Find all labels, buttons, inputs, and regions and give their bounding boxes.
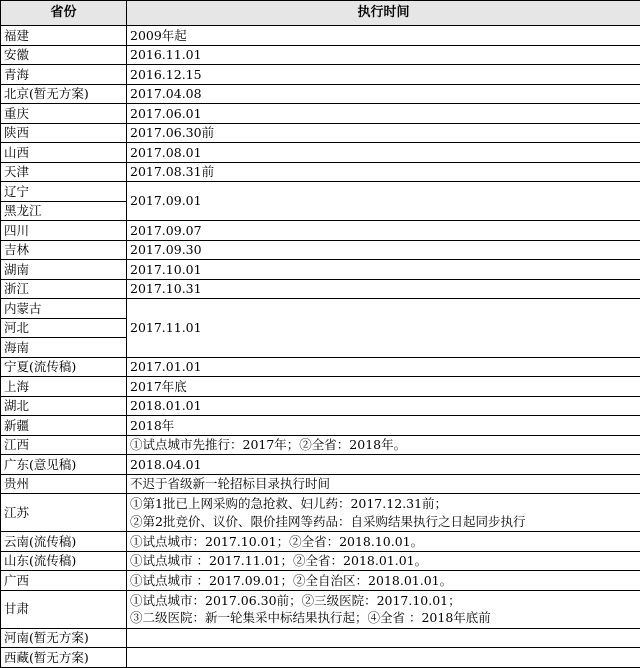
time-cell: ①试点城市先推行：2017年；②全省：2018年。: [127, 435, 640, 455]
province-cell: 河北: [1, 318, 127, 338]
time-cell: 2017.09.30: [127, 240, 640, 260]
province-cell: 湖南: [1, 260, 127, 280]
table-row: [1, 571, 640, 591]
table-row: [1, 65, 640, 85]
province-cell: 新疆: [1, 416, 127, 436]
province-cell: 四川: [1, 221, 127, 241]
table-row: [1, 494, 640, 532]
time-cell: ①试点城市：2017.10.01；②全省：2018.10.01。: [127, 532, 640, 552]
time-cell: 2017.10.01: [127, 260, 640, 280]
province-cell: 山东(流传稿): [1, 551, 127, 571]
time-cell: 2017年底: [127, 377, 640, 397]
time-cell: 2018.01.01: [127, 396, 640, 416]
table-row: [1, 182, 640, 202]
header-row: [1, 1, 640, 26]
province-cell: 重庆: [1, 104, 127, 124]
time-line: ②第2批竞价、议价、限价挂网等药品：自采购结果执行之日起同步执行: [130, 513, 637, 531]
time-cell: ①试点城市 ：2017.11.01；②全省：2018.01.01。: [127, 551, 640, 571]
time-cell: [127, 494, 640, 532]
table-row: [1, 590, 640, 628]
time-cell: 2009年起: [127, 26, 640, 46]
time-line: ①第1批已上网采购的急抢救、妇儿药：2017.12.31前；: [130, 495, 637, 513]
province-cell: 北京(暂无方案): [1, 84, 127, 104]
province-cell: 内蒙古: [1, 299, 127, 319]
province-cell: 江苏: [1, 494, 127, 532]
province-cell: 广东(意见稿): [1, 455, 127, 475]
province-cell: 湖北: [1, 396, 127, 416]
table-row: [1, 104, 640, 124]
province-cell: 海南: [1, 338, 127, 358]
province-cell: 天津: [1, 162, 127, 182]
province-cell: 青海: [1, 65, 127, 85]
table-row: [1, 221, 640, 241]
time-cell: 2017.08.01: [127, 143, 640, 163]
province-cell: 陕西: [1, 123, 127, 143]
province-cell: 西藏(暂无方案): [1, 648, 127, 668]
table-row: [1, 455, 640, 475]
province-cell: 贵州: [1, 474, 127, 494]
time-cell: 2017.09.01: [127, 182, 640, 221]
table-row: [1, 416, 640, 436]
table-row: [1, 377, 640, 397]
time-cell: [127, 648, 640, 668]
time-cell: 2017.06.30前: [127, 123, 640, 143]
province-cell: 福建: [1, 26, 127, 46]
province-cell: 吉林: [1, 240, 127, 260]
table-row: [1, 299, 640, 319]
table-row: [1, 240, 640, 260]
table-row: [1, 435, 640, 455]
province-cell: 浙江: [1, 279, 127, 299]
table-row: [1, 357, 640, 377]
province-cell: 云南(流传稿): [1, 532, 127, 552]
time-cell: 2017.11.01: [127, 299, 640, 358]
header-province: 省份: [1, 1, 127, 26]
province-cell: 河南(暂无方案): [1, 628, 127, 648]
time-cell: 不迟于省级新一轮招标目录执行时间: [127, 474, 640, 494]
time-cell: 2018.04.01: [127, 455, 640, 475]
time-cell: ①试点城市 ：2017.09.01；②全自治区：2018.01.01。: [127, 571, 640, 591]
table-row: [1, 84, 640, 104]
time-cell: 2017.10.31: [127, 279, 640, 299]
time-cell: 2017.04.08: [127, 84, 640, 104]
table-row: [1, 532, 640, 552]
time-cell: 2017.01.01: [127, 357, 640, 377]
table-row: [1, 474, 640, 494]
time-line: ③二级医院：新一轮集采中标结果执行起；④全省 ：2018年底前: [130, 609, 637, 627]
table-row: [1, 162, 640, 182]
table-row: [1, 260, 640, 280]
province-cell: 安徽: [1, 45, 127, 65]
table-row: [1, 45, 640, 65]
time-cell: 2017.06.01: [127, 104, 640, 124]
table-row: [1, 143, 640, 163]
time-cell: 2017.09.07: [127, 221, 640, 241]
table-row: [1, 628, 640, 648]
table-row: [1, 279, 640, 299]
province-cell: 江西: [1, 435, 127, 455]
province-cell: 宁夏(流传稿): [1, 357, 127, 377]
table-row: [1, 648, 640, 668]
province-cell: 山西: [1, 143, 127, 163]
table-row: [1, 551, 640, 571]
province-cell: 辽宁: [1, 182, 127, 202]
table-row: [1, 396, 640, 416]
table-row: [1, 26, 640, 46]
time-cell: 2016.12.15: [127, 65, 640, 85]
province-cell: 上海: [1, 377, 127, 397]
time-cell: 2016.11.01: [127, 45, 640, 65]
time-line: ①试点城市：2017.06.30前；②三级医院：2017.10.01；: [130, 592, 637, 610]
time-cell: 2018年: [127, 416, 640, 436]
province-cell: 甘肃: [1, 590, 127, 628]
table-row: [1, 123, 640, 143]
time-cell: [127, 590, 640, 628]
province-cell: 黑龙江: [1, 201, 127, 221]
time-cell: [127, 628, 640, 648]
header-time: 执行时间: [127, 1, 640, 26]
time-cell: 2017.08.31前: [127, 162, 640, 182]
province-cell: 广西: [1, 571, 127, 591]
